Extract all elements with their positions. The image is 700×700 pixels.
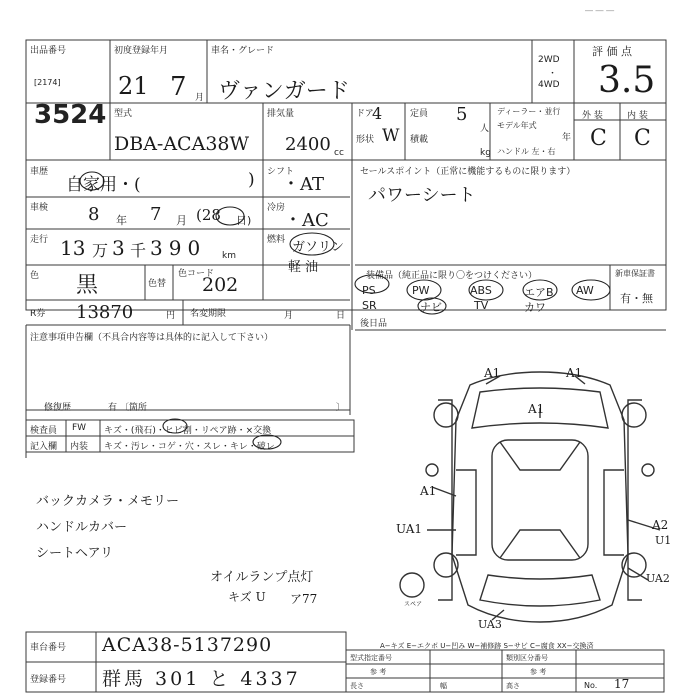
first-reg-month-unit: 月 (195, 93, 205, 103)
reg-label: 登録番号 (30, 675, 67, 685)
color-value: 黒 (76, 273, 99, 298)
shift-label: シフト (267, 167, 295, 177)
fuel-opt2: 軽 油 (288, 260, 319, 275)
new-car-label: 新車保証書 (615, 269, 655, 278)
inspection-year-unit: 年 (116, 214, 127, 227)
first-reg-month: 7 (170, 72, 187, 102)
year-suffix: 年 (562, 133, 572, 143)
ext-value: C (590, 126, 607, 151)
name-change-label: 名変期限 (190, 309, 227, 319)
br-l5: 長さ (350, 682, 364, 690)
drive-2wd: 2WD (538, 55, 560, 65)
mileage-label: 走行 (30, 235, 49, 245)
inspector-row1-a: FW (72, 423, 87, 433)
legend-text: A−キズ E−エクボ U−凹み W−補修跡 S−サビ C−腐食 XX−交換済 (380, 642, 594, 650)
mark-a1-front-right: A1 (566, 366, 583, 380)
equipment-item: AW (576, 284, 594, 297)
mark-ua3-rear: UA3 (478, 618, 502, 631)
ext-label: 外 装 (582, 111, 603, 121)
history-close: ) (248, 170, 255, 190)
mileage-man-unit: 万 (92, 241, 109, 260)
equipment-item: エアB (524, 286, 554, 299)
reg-value: 群馬 301 と 4337 (102, 668, 301, 690)
mark-a1-front-left: A1 (484, 366, 501, 380)
inspector-row1-b: キズ・(飛石)・ヒビ割・リペア跡・×交換 (104, 426, 272, 436)
br-l7: 高さ (506, 682, 520, 690)
lot-label: 出品番号 (30, 46, 67, 56)
mark-ua1-left: UA1 (396, 522, 423, 536)
capacity-label: 定員 (410, 109, 429, 119)
score-value: 3.5 (598, 60, 656, 101)
shape-value: W (382, 126, 400, 146)
capacity-unit: 人 (480, 124, 490, 134)
equipment-item: SR (362, 299, 377, 312)
chassis-label: 車台番号 (30, 643, 67, 653)
dealer-line: ディーラー・並行 (497, 107, 561, 116)
equipment-item: PS (362, 284, 376, 297)
first-reg-label: 初度登録年月 (114, 46, 169, 56)
inspection-day-unit: 日) (236, 214, 252, 227)
color-label: 色 (30, 271, 40, 281)
inspector-l1: 検査員 (30, 426, 58, 436)
type-value: DBA-ACA38W (114, 133, 250, 155)
history-value: 自家用・( (66, 175, 141, 195)
mileage-sen: 3 (112, 236, 125, 260)
equipment-item: PW (412, 284, 430, 297)
int-value: C (634, 126, 651, 151)
repair-close: 〕 (336, 403, 346, 413)
mark-ua2-right: UA2 (646, 572, 670, 585)
br-l4: 参 考 (530, 668, 547, 676)
first-reg-year: 21 (118, 72, 149, 100)
handle-label: ハンドル 左・右 (497, 147, 556, 156)
door-value: 4 (372, 104, 383, 123)
remark-2: ハンドルカバー (36, 520, 128, 535)
inspector-l2: 記入欄 (30, 442, 58, 452)
br-l6: 幅 (440, 682, 447, 690)
shape-label: 形状 (356, 135, 375, 145)
load-unit: kg (480, 148, 491, 158)
equipment-item: カワ (524, 301, 546, 314)
inspection-month: 7 (150, 204, 162, 225)
inspection-day: (28 (196, 206, 221, 224)
inspection-month-unit: 月 (176, 214, 187, 227)
fuel-opt1: ガソリン (292, 240, 345, 255)
br-l9: 17 (614, 677, 630, 691)
displacement-value: 2400 (285, 134, 331, 155)
car-name-value: ヴァンガード (218, 79, 350, 104)
door-label: ドア (356, 109, 374, 119)
repair-label: 修復歴 (44, 403, 72, 413)
car-name-label: 車名・グレード (211, 46, 275, 56)
inspection-label: 車検 (30, 203, 49, 213)
lot-number: 3524 (34, 100, 107, 130)
mark-u1-right: U1 (655, 534, 672, 547)
inspection-year: 8 (88, 204, 100, 225)
fuel-label: 燃料 (267, 235, 286, 245)
mark-a1-hood: A1 (528, 402, 545, 416)
recycle-value: 13870 (76, 302, 134, 323)
lot-small: [2174] (34, 78, 61, 87)
br-l1: 型式指定番号 (350, 654, 392, 662)
color-code-label: 色コード (178, 269, 215, 279)
after-day-label: 後日品 (360, 319, 388, 329)
equipment-label: 装備品（純正品に限り〇をつけください） (366, 271, 538, 281)
name-change-day: 日 (336, 311, 346, 321)
corner-mark: ― ― ― (585, 6, 615, 15)
remark-4: オイルランプ点灯 (210, 570, 314, 585)
int-label: 内 装 (627, 111, 648, 121)
type-label: 型式 (114, 109, 133, 119)
remark-6: ア77 (290, 592, 318, 606)
chassis-value: ACA38-5137290 (102, 634, 273, 656)
spare-label: スペア (404, 601, 423, 608)
recycle-label: R券 (30, 309, 46, 319)
remark-1: バックカメラ・メモリー (36, 494, 180, 509)
mileage-sen-unit: 千 (130, 241, 147, 260)
load-label: 積載 (410, 135, 429, 145)
inspector-row2-b: キズ・汚レ・コゲ・穴・スレ・キレ・破レ (104, 442, 275, 452)
mileage-man: 13 (60, 236, 86, 260)
new-car-value: 有・無 (620, 292, 653, 305)
equipment-item: ナビ (420, 301, 442, 314)
capacity-value: 5 (456, 104, 468, 125)
inspector-row2-a: 内装 (70, 442, 89, 452)
mark-a2-right: A2 (652, 518, 669, 532)
model-year-label: モデル年式 (497, 121, 537, 130)
br-l2: 類別区分番号 (506, 654, 548, 662)
displacement-unit: cc (334, 148, 344, 158)
color-no-label: 色替 (148, 279, 167, 289)
repair-bracket: 有 〔箇所 (108, 403, 147, 413)
remark-3: シートヘアリ (36, 546, 114, 561)
ac-label: 冷房 (267, 203, 286, 213)
selling-value: パワーシート (368, 185, 476, 206)
drive-dot: ・ (548, 69, 558, 79)
recycle-unit: 円 (166, 311, 176, 321)
equipment-item: TV (474, 299, 489, 312)
history-label: 車歴 (30, 167, 49, 177)
remark-5: キズ U (228, 590, 266, 604)
color-code-value: 202 (202, 274, 239, 296)
displacement-label: 排気量 (267, 109, 295, 119)
score-label: 評 価 点 (592, 45, 632, 58)
selling-label: セールスポイント（正常に機能するものに限ります） (360, 167, 576, 177)
mileage-unit: km (222, 251, 236, 261)
mark-a1-left-door: A1 (420, 484, 437, 498)
mileage-rest: 390 (150, 236, 207, 260)
ac-value: ・AC (284, 210, 329, 231)
drive-4wd: 4WD (538, 80, 560, 90)
shift-value: ・AT (282, 174, 325, 195)
br-l3: 参 考 (370, 668, 387, 676)
br-l8: No. (584, 681, 598, 690)
equipment-item: ABS (470, 284, 492, 297)
name-change-month: 月 (284, 311, 294, 321)
notes-label: 注意事項申告欄（不具合内容等は具体的に記入して下さい） (30, 333, 274, 343)
